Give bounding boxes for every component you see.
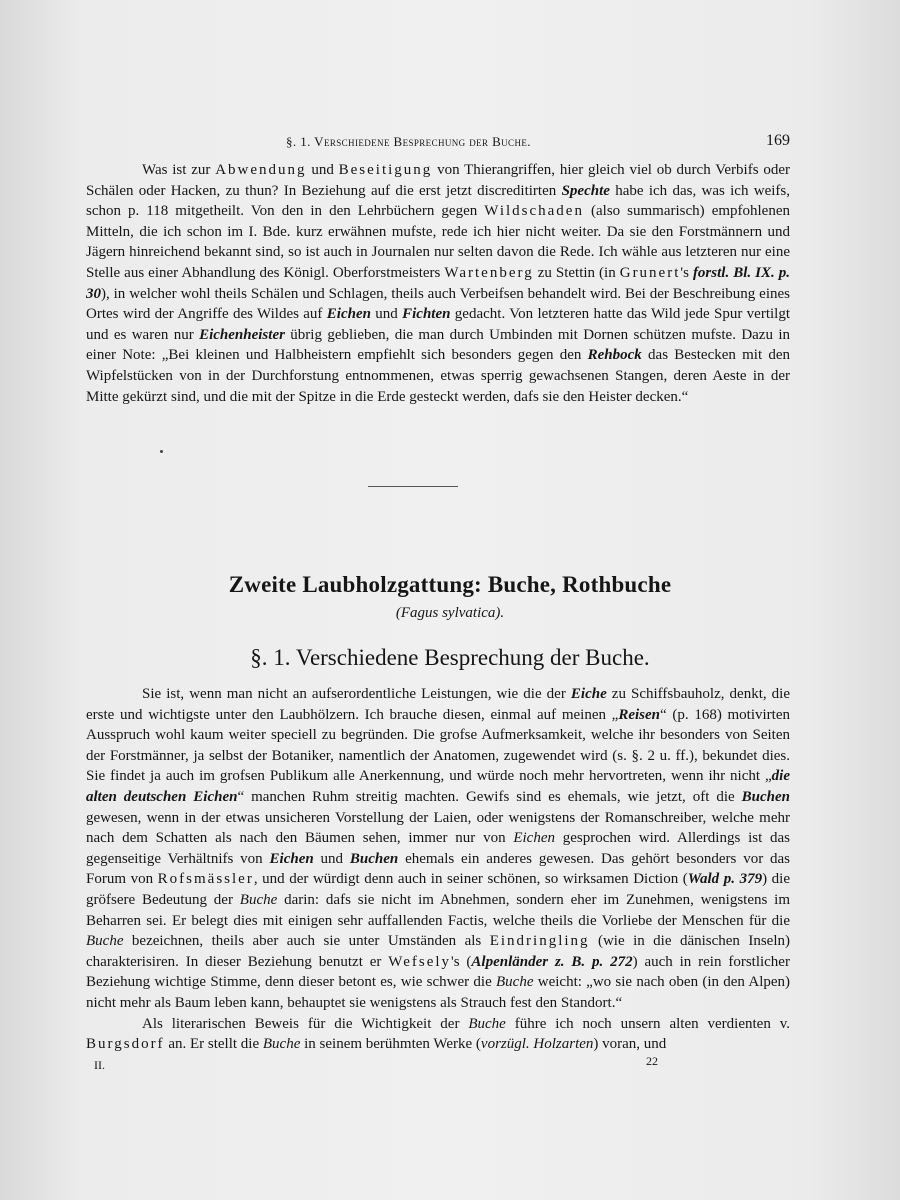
print-speck — [160, 450, 163, 453]
page-footer — [94, 1054, 694, 1078]
sheet-signature: 22 — [646, 1054, 658, 1068]
last-paragraph: Als literarischen Beweis für die Wichtigkeit der Buche führe ich noch unsern alten verdienten v. Burgsdorf an. Er stellt die Buche in seinem berühmten Werke (vorzügl. Holzarten) voran, und — [86, 1015, 790, 1053]
chapter-heading: Zweite Laubholzgattung: Buche, Rothbuche — [228, 572, 672, 597]
chapter-subheading: (Fagus sylvatica). — [395, 605, 505, 621]
running-header — [86, 132, 790, 154]
main-paragraph: Sie ist, wenn man nicht an aufserordentliche Leistungen, wie die der Eiche zu Schiffsbauholz, denkt, die erste und wichtigste unter den Laubhölzern. Ich brauche diesen, einmal auf meinen „Reisen“ (p. 168) motivirten Ausspruch wohl kaum weiter speciell zu begründen. Die grofse Aufmerksamkeit, welche ihr besonders von Seiten der Forstmänner, ja selbst der Botaniker, namentlich der Anatomen, zugewendet wird (s. §. 2 u. ff.), bekundet dies. Sie findet ja auch im grofsen Publikum alle Anerkennung, und würde noch mehr hervortreten, wenn ihr nicht „die alten deutschen Eichen“ manchen Ruhm streitig machten. Gewifs sind es ehemals, wie jetzt, oft die Buchen gewesen, wenn in der etwas unsicheren Vorstellung der Laien, oder wenigstens der Romanschreiber, welche mehr nach dem Schatten als nach den Bäumen sehen, immer nur von Eichen gesprochen wird. Allerdings ist das gegenseitige Verhältnifs von Eichen und Buchen ehemals ein anderes gewesen. Das gehört besonders vor das Forum von Rofsmässler, und der würdigt denn auch in seiner schönen, so wirksamen Diction (Wald p. 379) die gröfsere Bedeutung der Buche darin: dafs sie nicht im Abnehmen, sondern eher im Zunehmen, wenigstens im Beharren sei. Er belegt dies mit einigen sehr auffallenden Factis, welche theils die Vorliebe der Menschen für die Buche bezeichnen, theils aber auch sie unter Umständen als Eindringling (wie in die dänischen Inseln) charakterisiren. In dieser Beziehung benutzt er Wefsely's (Alpenländer z. B. p. 272) auch in rein forstlicher Beziehung wichtige Stimme, denn dieser betont es, wie schwer die Buche weicht: „wo sie nach oben (in den Alpen) nicht mehr als Baum leben kann, behauptet sie wenigstens als Strauch fest den Standort.“ — [86, 686, 791, 1011]
main-text-block — [86, 684, 790, 1055]
top-paragraph-block — [86, 160, 790, 407]
section-divider-rule — [368, 486, 458, 487]
running-header-title: §. 1. Verschiedene Besprechung der Buche. — [286, 134, 531, 149]
section-heading: §. 1. Verschiedene Besprechung der Buche. — [250, 645, 650, 670]
page-number: 169 — [766, 132, 790, 149]
volume-signature: II. — [94, 1058, 105, 1072]
top-paragraph: Was ist zur Abwendung und Beseitigung von Thierangriffen, hier gleich viel ob durch Verbifs oder Schälen oder Hacken, zu thun? In Beziehung auf die erst jetzt discreditirten Spechte habe ich das, was ich weifs, schon p. 118 mitgetheilt. Von den in den Lehrbüchern gegen Wildschaden (also summarisch) empfohlenen Mitteln, die ich schon im I. Bde. kurz erwähnen mufste, rede ich hier nicht weiter. Da sie den Forstmännern und Jägern hinreichend bekannt sind, so ist auch in Journalen nur selten davon die Rede. Ich wähle aus letzteren nur eine Stelle aus einer Abhandlung des Königl. Oberforstmeisters Wartenberg zu Stettin (in Grunert's forstl. Bl. IX. p. 30), in welcher wohl theils Schälen und Schlagen, theils auch Verbeifsen behandelt wird. Bei der Beschreibung eines Ortes wird der Angriffe des Wildes auf Eichen und Fichten gedacht. Von letzteren hatte das Wild jede Spur vertilgt und es waren nur Eichenheister übrig geblieben, die man durch Umbinden mit Dornen schützen mufste. Dazu in einer Note: „Bei kleinen und Halbheistern empfiehlt sich besonders gegen den Rehbock das Bestecken mit den Wipfelstücken von in der Durchforstung entnommenen, etwas sperrig gewachsenen Stangen, deren Aeste in der Mitte gekürzt sind, und die mit der Spitze in die Erde gesteckt werden, dafs sie den Heister decken.“ — [86, 162, 791, 405]
